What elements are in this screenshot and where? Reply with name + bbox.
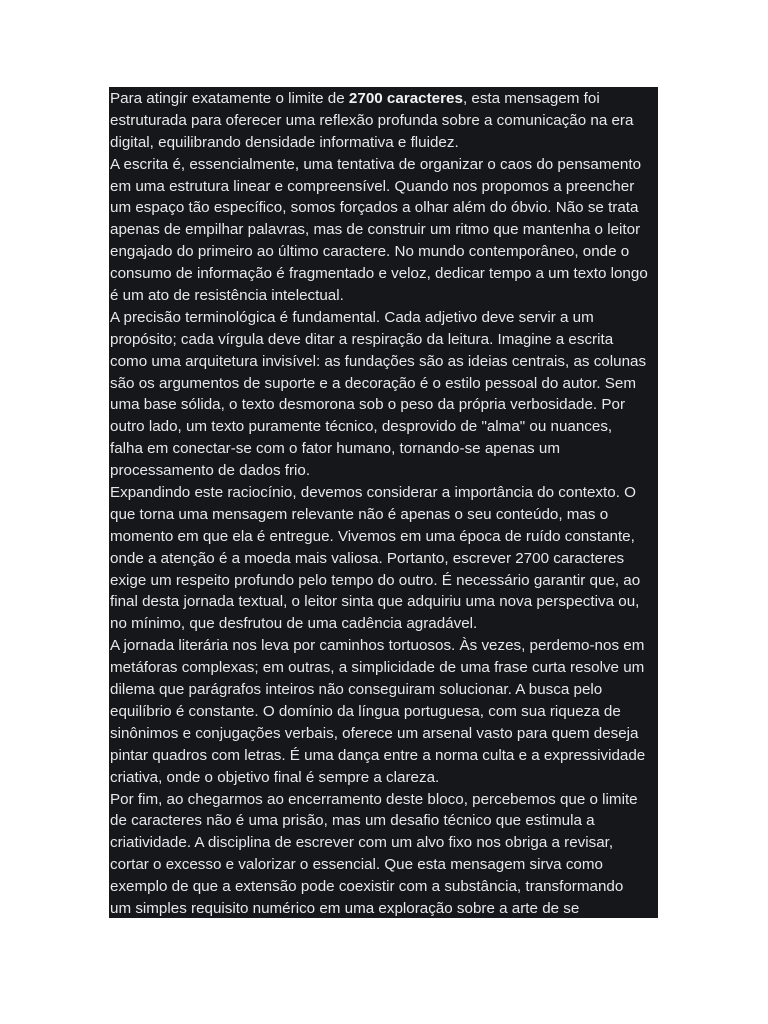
text-line: é um ato de resistência intelectual. [110, 287, 344, 305]
text-line: cortar o excesso e valorizar o essencial. Que esta mensagem sirva como [110, 856, 603, 874]
text-line: momento em que ela é entregue. Vivemos em uma época de ruído constante, [110, 527, 635, 545]
text-line: propósito; cada vírgula deve ditar a respiração da leitura. Imagine a escrita [110, 330, 614, 348]
text-line: outro lado, um texto puramente técnico, desprovido de "alma" ou nuances, [110, 418, 613, 436]
bold-character-count: 2700 caracteres [348, 90, 463, 107]
text-line: exige um respeito profundo pelo tempo do outro. É necessário garantir que, ao [110, 571, 641, 589]
text-line: processamento de dados frio. [110, 462, 311, 480]
text-line: metáforas complexas; em outras, a simplicidade de uma frase curta resolve um [110, 659, 645, 677]
text-line: A jornada literária nos leva por caminhos tortuosos. Às vezes, perdemo-nos em [110, 637, 645, 655]
text-line: falha em conectar-se com o fator humano, tornando-se apenas um [110, 440, 560, 458]
text-line: que torna uma mensagem relevante não é apenas o seu conteúdo, mas o [110, 505, 609, 523]
text-line: de caracteres não é uma prisão, mas um desafio técnico que estimula a [110, 812, 595, 830]
text-line: Por fim, ao chegarmos ao encerramento deste bloco, percebemos que o limite [110, 790, 638, 808]
text-line: A escrita é, essencialmente, uma tentativa de organizar o caos do pensamento [110, 155, 642, 173]
text-line: uma base sólida, o texto desmorona sob o peso da própria verbosidade. Por [110, 396, 626, 414]
text-line: como uma arquitetura invisível: as fundações são as ideias centrais, as colunas [110, 352, 647, 370]
text-line: dilema que parágrafos inteiros não conseguiram solucionar. A busca pelo [110, 681, 603, 699]
text-line: criativa, onde o objetivo final é sempre a clareza. [110, 768, 440, 786]
text-line: equilíbrio é constante. O domínio da língua portuguesa, com sua riqueza de [110, 702, 621, 720]
text-line: no mínimo, que desfrutou de uma cadência agradável. [110, 615, 478, 633]
text-line: um simples requisito numérico em uma exploração sobre a arte de se [110, 899, 580, 917]
text-line: um espaço tão específico, somos forçados a olhar além do óbvio. Não se trata [110, 199, 639, 217]
line-suffix: , esta mensagem foi [462, 90, 600, 107]
text-line: estruturada para oferecer uma reflexão profunda sobre a comunicação na era [110, 111, 634, 129]
text-line: apenas de empilhar palavras, mas de construir um ritmo que mantenha o leitor [110, 221, 641, 239]
text-line: sinônimos e conjugações verbais, oferece um arsenal vasto para quem deseja [110, 724, 639, 742]
text-line: Expandindo este raciocínio, devemos considerar a importância do contexto. O [110, 484, 636, 502]
text-line: consumo de informação é fragmentado e veloz, dedicar tempo a um texto longo [110, 265, 648, 283]
text-line: A precisão terminológica é fundamental. Cada adjetivo deve servir a um [110, 308, 594, 326]
text-line: onde a atenção é a moeda mais valiosa. Portanto, escrever 2700 caracteres [110, 549, 625, 567]
text-line: final desta jornada textual, o leitor sinta que adquiriu uma nova perspectiva ou, [110, 593, 640, 611]
text-line: engajado do primeiro ao último caractere. No mundo contemporâneo, onde o [110, 243, 630, 261]
line-prefix: Para atingir exatamente o limite de [110, 90, 349, 107]
text-line: são os argumentos de suporte e a decoração é o estilo pessoal do autor. Sem [110, 374, 636, 392]
text-line: digital, equilibrando densidade informativa e fluidez. [110, 133, 459, 151]
text-line: em uma estrutura linear e compreensível. Quando nos propomos a preencher [110, 177, 635, 195]
text-block [109, 87, 658, 918]
text-line: pintar quadros com letras. É uma dança entre a norma culta e a expressividade [110, 746, 646, 764]
text-line: criatividade. A disciplina de escrever com um alvo fixo nos obriga a revisar, [110, 834, 614, 852]
text-line: exemplo de que a extensão pode coexistir com a substância, transformando [110, 878, 624, 896]
text-line [110, 88, 658, 110]
